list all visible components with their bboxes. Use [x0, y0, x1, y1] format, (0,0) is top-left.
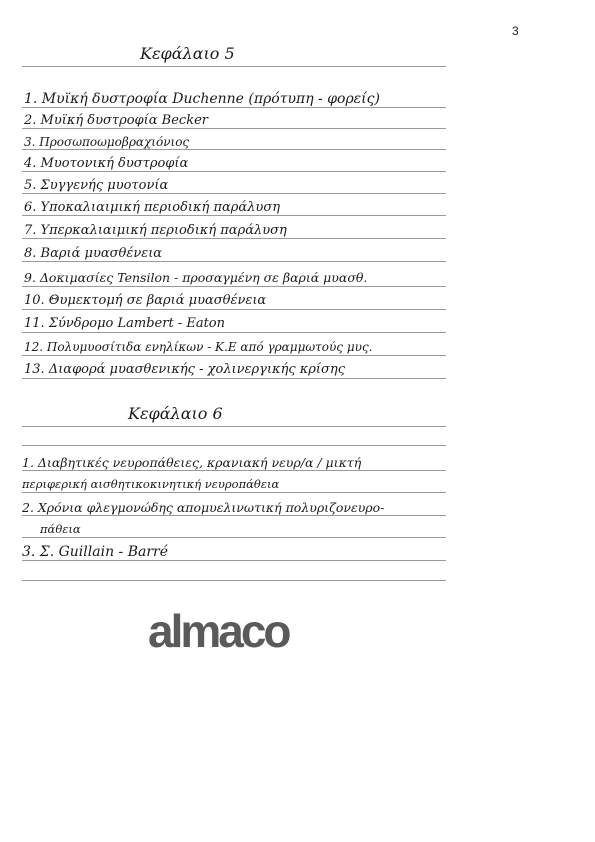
ruled-line: [22, 378, 446, 379]
ruled-line: [22, 286, 446, 287]
ruled-line: [22, 355, 446, 356]
chapter-5-item: 9. Δοκιμασίες Tensilon - προσαγμένη σε βαριά μυασθ.: [24, 270, 368, 285]
chapter-5-item: 8. Βαριά μυασθένεια: [24, 246, 163, 261]
chapter-6-item: 1. Διαβητικές νευροπάθειες, κρανιακή νευρ/α / μικτή: [22, 455, 362, 470]
chapter-5-item: 12. Πολυμυοσίτιδα ενηλίκων - Κ.Ε από γραμμωτούς μυς.: [24, 340, 373, 354]
chapter-5-item: 10. Θυμεκτομή σε βαριά μυασθένεια: [24, 293, 267, 308]
ruled-line: [22, 309, 446, 310]
ruled-line: [22, 426, 446, 427]
ruled-line: [22, 492, 446, 493]
chapter-6-item: 3. Σ. Guillain - Barré: [22, 544, 169, 560]
chapter-5-item: 4. Μυοτονική δυστροφία: [24, 156, 189, 171]
ruled-line: [22, 66, 446, 67]
chapter-6-item: πάθεια: [40, 522, 81, 536]
chapter-6-heading: Κεφάλαιο 6: [128, 404, 223, 423]
ruled-line: [22, 107, 446, 108]
ruled-line: [22, 332, 446, 333]
ruled-line: [22, 445, 446, 446]
chapter-5-item: 6. Υποκαλιαιμική περιοδική παράλυση: [24, 200, 281, 215]
almaco-logo-text: almaco: [148, 605, 289, 657]
chapter-5-item: 7. Υπερκαλιαιμική περιοδική παράλυση: [24, 223, 287, 238]
ruled-line: [22, 580, 446, 581]
chapter-5-item: 2. Μυϊκή δυστροφία Becker: [24, 113, 208, 128]
chapter-5-item: 1. Μυϊκή δυστροφία Duchenne (πρότυπη - φορείς): [24, 91, 380, 107]
chapter-5-item: 13. Διαφορά μυασθενικής - χολινεργικής κρίσης: [24, 362, 345, 377]
chapter-6-item: περιφερική αισθητικοκινητική νευροπάθεια: [22, 477, 280, 491]
ruled-line: [22, 560, 446, 561]
page-number: 3: [512, 24, 519, 38]
chapter-5-item: 3. Προσωποωμοβραχιόνιος: [24, 135, 190, 149]
chapter-6-item: 2. Χρόνια φλεγμονώδης απομυελινωτική πολυριζονευρο-: [22, 500, 385, 515]
chapter-5-heading: Κεφάλαιο 5: [140, 44, 235, 63]
ruled-line: [22, 537, 446, 538]
almaco-logo: [148, 603, 318, 663]
chapter-5-item: 5. Συγγενής μυοτονία: [24, 178, 169, 193]
chapter-5-item: 11. Σύνδρομο Lambert - Eaton: [24, 316, 225, 331]
